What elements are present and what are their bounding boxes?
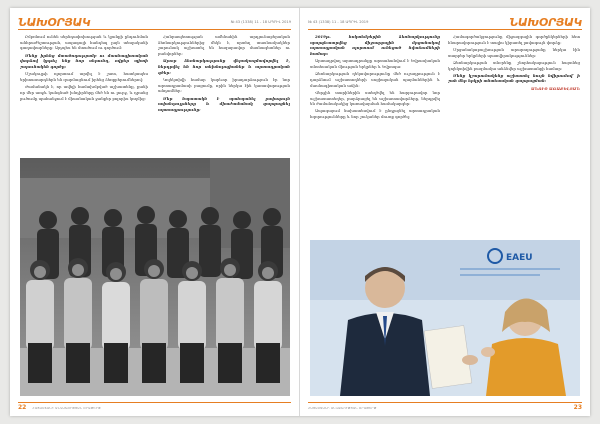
- left-masthead: [18, 16, 291, 28]
- paragraph: Արտադրվող արտադրանքը արտահանվում է Եվրասիական տնտեսական միության երկրներ և Եվրոպա:: [310, 58, 440, 70]
- right-masthead: [308, 16, 582, 28]
- group-photo-image: [20, 158, 290, 396]
- issue-info: № 43 (1338) 11 - 18 ԱՊՐԻԼ 2019: [308, 20, 369, 24]
- paragraph: Ապագայում նախատեսվում է ընդլայնել արտադրական հզորությունները և նոր շուկաներ մուտք գործել:: [310, 108, 440, 120]
- ceremony-photo-image: [310, 240, 580, 396]
- page-number: 22: [18, 404, 27, 411]
- paragraph-emphasis: Մենք կշարունակենք աշխատել նույն նվիրումով՝ ի շահ մեր երկրի տնտեսական զարգացման:: [448, 72, 580, 84]
- header-rule: [18, 29, 291, 30]
- paragraph-emphasis: Այսօր ձեռնարկությունը վերակազմավորվել է, ներդրվել են նոր տեխնոլոգիաներ և արտադրական գծեր:: [158, 58, 290, 75]
- paragraph: Մշակույթի ոլորտում արվել է շատ, հատկապես երիտասարդներն են զարմացնում իրենց ձեռքբերումներով:: [20, 71, 148, 82]
- page-number: 23: [573, 404, 582, 411]
- paragraph: Ձեռնարկության տնօրենը շնորհակալություն հայտնեց կոլեկտիվին բազմամյա անձնվեր աշխատանքի համար:: [448, 59, 580, 71]
- paragraph: Համագործակցությունը միջազգային գործընկերների հետ հնարավորություն է տալիս կիրառել լավագույն փորձը:: [448, 34, 580, 45]
- banner-text: EAEU: [506, 253, 533, 263]
- paragraph: Մրցանակաբաշխության արարողությանը ներկա էին տարբեր երկրների պատվիրակություններ:: [448, 46, 580, 58]
- left-page: [10, 8, 300, 416]
- paragraph: Ձեռնարկության ղեկավարությունը մեծ ուշադրություն է դարձնում աշխատողների սոցիալական պայմաններին և մասնագիտական աճին:: [310, 71, 440, 88]
- article-column-1: [310, 34, 440, 237]
- issue-info: № 43 (1338) 11 - 18 ԱՊՐԻԼ 2019: [230, 20, 291, 24]
- paragraph: Ժամանակն է, որ ավելի համախմբված աշխատենք, քանի որ մեր առջև կանգնած խնդիրները մեծ են ու լուրջ, և դրանց լուծումը պահանջում է միասնական ջանքեր բոլորիս կողմից:: [20, 84, 148, 101]
- article-column-2: [448, 34, 580, 160]
- article-column-1: [20, 34, 148, 154]
- magazine-logo: ՆԱԽՕՐՅԱԿ: [509, 15, 582, 29]
- paragraph-emphasis: Մենք իրենց մտածողությամբ ու մասնագիտական փորձով կրթել ենք նոր սերունդ, ովքեր պիտի շարունակեն գործը:: [20, 52, 148, 70]
- left-footer: [18, 402, 291, 410]
- magazine-logo: ՆԱԽՕՐՅԱԿ: [18, 15, 91, 29]
- header-rule: [308, 29, 582, 30]
- paragraph-emphasis: 2019թ. հոկտեմբերին ձեռնարկությունը պարգևատրվեց միջազգային մրցանակով արտադրական ոլորտում ունեցած նվաճումների համար:: [310, 34, 440, 57]
- right-footer: [308, 402, 582, 410]
- paragraph: Ըմբռնում ունեն սերնդափոխության և կյանքի ընդունման անհրաժեշտության, ապագայի հանդեպ լայն տեսլականի գաղափարները: Այդպես են մտածում ու գործում:: [20, 34, 148, 51]
- paragraph-emphasis: Մեր նպատակն է պահպանել լավագույն ավանդույթները և միաժամանակ զարգացնել արտադրությունը:: [158, 95, 290, 112]
- paragraph: Վերջին տարիներին ստեղծվել են հարյուրավոր նոր աշխատատեղեր, բարձրացել են աշխատավարձերը, ներդրվել են ժամանակակից կառավարման համակարգեր:: [310, 89, 440, 107]
- archival-group-photo: [20, 158, 290, 396]
- article-column-2: [158, 34, 290, 154]
- footer-caption: ՀԱՅԱՍՏԱՆԻ ԱՆԿԱԽՈՒԹՅԱՆ ՕՐԱԹԵՐԹ: [32, 405, 101, 410]
- author-signature: ԱՆՈՒՇ ԱՌԱՔԵԼՅԱՆ: [530, 85, 580, 91]
- paragraph: Կոլեկտիվի համար կարևոր իրադարձություն էր նոր արտադրամասի բացումը, որին ներկա էին կառավարության անդամներ:: [158, 76, 290, 94]
- paragraph: Հանրապետության ամենահին արդյունաբերական ձեռնարկություններից մեկն է, որտեղ տասնամյակներ շարունակ աշխատել են հազարավոր մասնագետներ ու բանվորներ:: [158, 34, 290, 57]
- footer-caption: ՀԱՅԱՍՏԱՆԻ ԱՆԿԱԽՈՒԹՅԱՆ ՕՐԱԹԵՐԹ: [308, 405, 377, 410]
- award-ceremony-photo: [310, 240, 580, 396]
- magazine-spread: [10, 8, 590, 416]
- right-page: [300, 8, 590, 416]
